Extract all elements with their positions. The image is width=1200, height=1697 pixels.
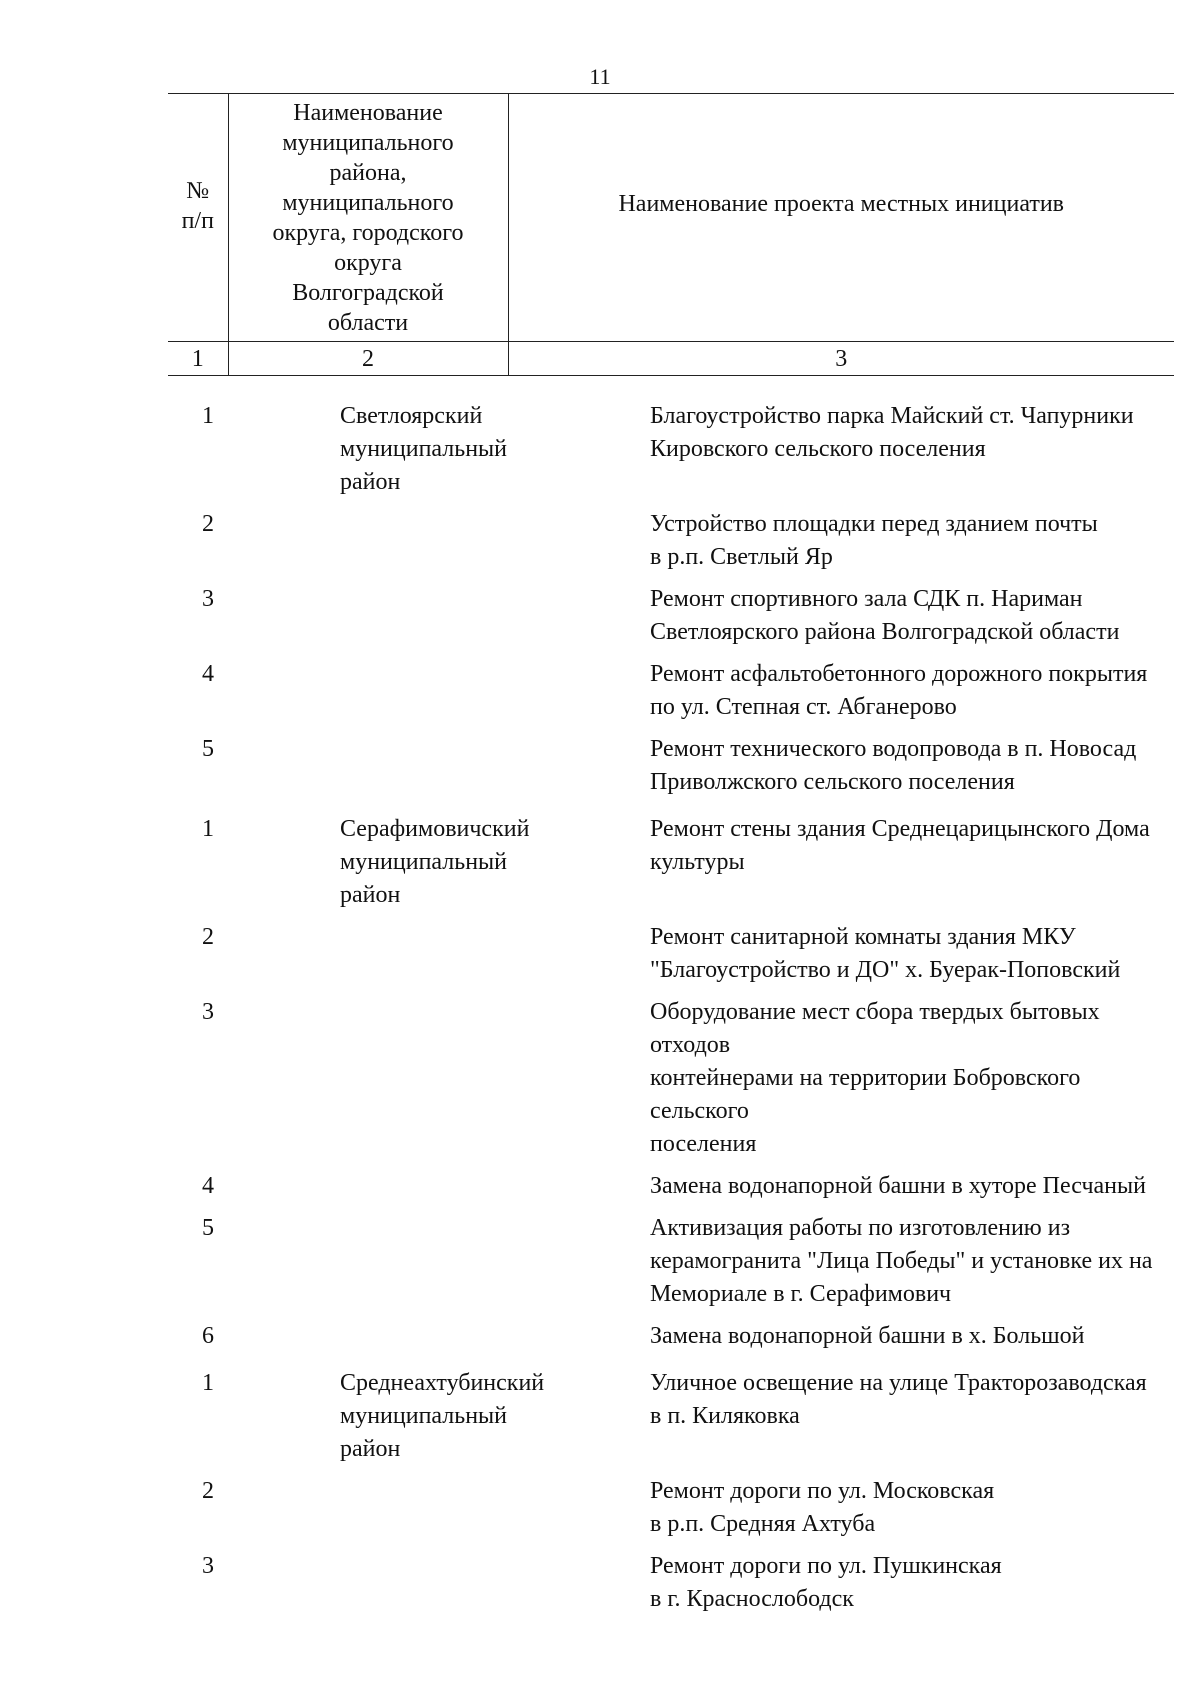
header-col-district: Наименование муниципального района, муниципального округа, городского округа Волгоградской области: [228, 94, 508, 342]
table-row: [168, 1466, 1174, 1541]
project-line: в г. Краснослободск: [650, 1586, 854, 1612]
table-row: [168, 987, 1174, 1161]
project-line: по ул. Степная ст. Абганерово: [650, 694, 957, 720]
project-line: Ремонт дороги по ул. Московская: [650, 1478, 995, 1504]
project-line: Ремонт асфальтобетонного дорожного покрытия: [650, 661, 1148, 687]
table-row: [168, 1353, 1174, 1466]
row-number: 2: [202, 924, 214, 950]
district-line: Светлоярский: [340, 403, 483, 429]
row-number: 3: [202, 999, 214, 1025]
project-line: Ремонт санитарной комнаты здания МКУ: [650, 924, 1076, 950]
row-number: 2: [202, 511, 214, 537]
project-line: в п. Киляковка: [650, 1403, 800, 1429]
table-row: [168, 1311, 1174, 1353]
row-number: 5: [202, 736, 214, 762]
project-line: культуры: [650, 849, 745, 875]
project-line: Ремонт стены здания Среднецарицынского Дома: [650, 816, 1150, 842]
district-name: [248, 400, 548, 499]
row-number: 3: [202, 1553, 214, 1579]
district-empty: [248, 1466, 548, 1541]
project-name: [548, 574, 1174, 649]
table-row: [168, 912, 1174, 987]
project-line: Ремонт технического водопровода в п. Новосад: [650, 736, 1137, 762]
row-number: 6: [202, 1323, 214, 1349]
district-empty: [248, 987, 548, 1161]
row-number: 2: [202, 1478, 214, 1504]
project-name: [548, 912, 1174, 987]
table-row: [168, 649, 1174, 724]
project-line: Приволжского сельского поселения: [650, 769, 1015, 795]
project-name: [548, 1161, 1174, 1203]
district-line: Серафимовичский: [340, 816, 530, 842]
row-number: 4: [202, 661, 214, 687]
project-line: Замена водонапорной башни в хуторе Песчаный: [650, 1173, 1146, 1199]
row-number: 3: [202, 586, 214, 612]
table-row: [168, 499, 1174, 574]
project-line: керамогранита "Лица Победы" и установке их на: [650, 1248, 1153, 1274]
project-line: Ремонт дороги по ул. Пушкинская: [650, 1553, 1002, 1579]
project-name: [548, 1466, 1174, 1541]
project-name: [548, 1541, 1174, 1616]
district-empty: [248, 1541, 548, 1616]
district-empty: [248, 1311, 548, 1353]
project-line: Благоустройство парка Майский ст. Чапурники: [650, 403, 1134, 429]
project-name: [548, 1311, 1174, 1353]
row-number: 1: [202, 403, 214, 429]
district-empty: [248, 724, 548, 799]
table-row: [168, 1161, 1174, 1203]
project-line: Ремонт спортивного зала СДК п. Нариман: [650, 586, 1083, 612]
district-empty: [248, 912, 548, 987]
row-number: 5: [202, 1215, 214, 1241]
district-line: муниципальный район: [340, 436, 508, 495]
projects-table: [168, 400, 1174, 1616]
table-row: [168, 574, 1174, 649]
row-number: 1: [202, 816, 214, 842]
project-name: [548, 1203, 1174, 1311]
project-line: Замена водонапорной башни в х. Большой: [650, 1323, 1085, 1349]
project-line: Светлоярского района Волгоградской области: [650, 619, 1120, 645]
header-row: [168, 94, 1174, 342]
project-name: [548, 499, 1174, 574]
header-num-3: 3: [508, 342, 1174, 376]
project-name: [548, 799, 1174, 912]
project-line: контейнерами на территории Бобровского сельского: [650, 1065, 1081, 1124]
header-numbering-row: [168, 342, 1174, 376]
project-line: поселения: [650, 1131, 757, 1157]
project-line: Оборудование мест сбора твердых бытовых отходов: [650, 999, 1100, 1058]
project-name: [548, 1353, 1174, 1466]
project-name: [548, 724, 1174, 799]
row-number: 1: [202, 1370, 214, 1396]
project-line: Устройство площадки перед зданием почты: [650, 511, 1098, 537]
district-name: [248, 1353, 548, 1466]
project-line: Уличное освещение на улице Тракторозаводская: [650, 1370, 1147, 1396]
project-line: в р.п. Светлый Яр: [650, 544, 833, 570]
district-empty: [248, 574, 548, 649]
project-name: [548, 649, 1174, 724]
table-row: [168, 1203, 1174, 1311]
table-row: [168, 400, 1174, 499]
district-line: Среднеахтубинский: [340, 1370, 545, 1396]
district-line: муниципальный район: [340, 849, 508, 908]
header-col-project: Наименование проекта местных инициатив: [508, 94, 1174, 342]
project-name: [548, 987, 1174, 1161]
district-line: муниципальный район: [340, 1403, 508, 1462]
project-line: "Благоустройство и ДО" х. Буерак-Поповский: [650, 957, 1121, 983]
table-row: [168, 799, 1174, 912]
project-line: Кировского сельского поселения: [650, 436, 986, 462]
project-name: [548, 400, 1174, 499]
district-empty: [248, 649, 548, 724]
table-header: [168, 93, 1174, 376]
header-col-number: № п/п: [168, 94, 228, 342]
district-empty: [248, 1203, 548, 1311]
project-line: в р.п. Средняя Ахтуба: [650, 1511, 876, 1537]
table-row: [168, 724, 1174, 799]
district-name: [248, 799, 548, 912]
row-number: 4: [202, 1173, 214, 1199]
page-number: 11: [589, 64, 611, 89]
table-row: [168, 1541, 1174, 1616]
district-empty: [248, 1161, 548, 1203]
project-line: Активизация работы по изготовлению из: [650, 1215, 1071, 1241]
project-line: Мемориале в г. Серафимович: [650, 1281, 952, 1307]
header-num-1: 1: [168, 342, 228, 376]
district-empty: [248, 499, 548, 574]
header-num-2: 2: [228, 342, 508, 376]
